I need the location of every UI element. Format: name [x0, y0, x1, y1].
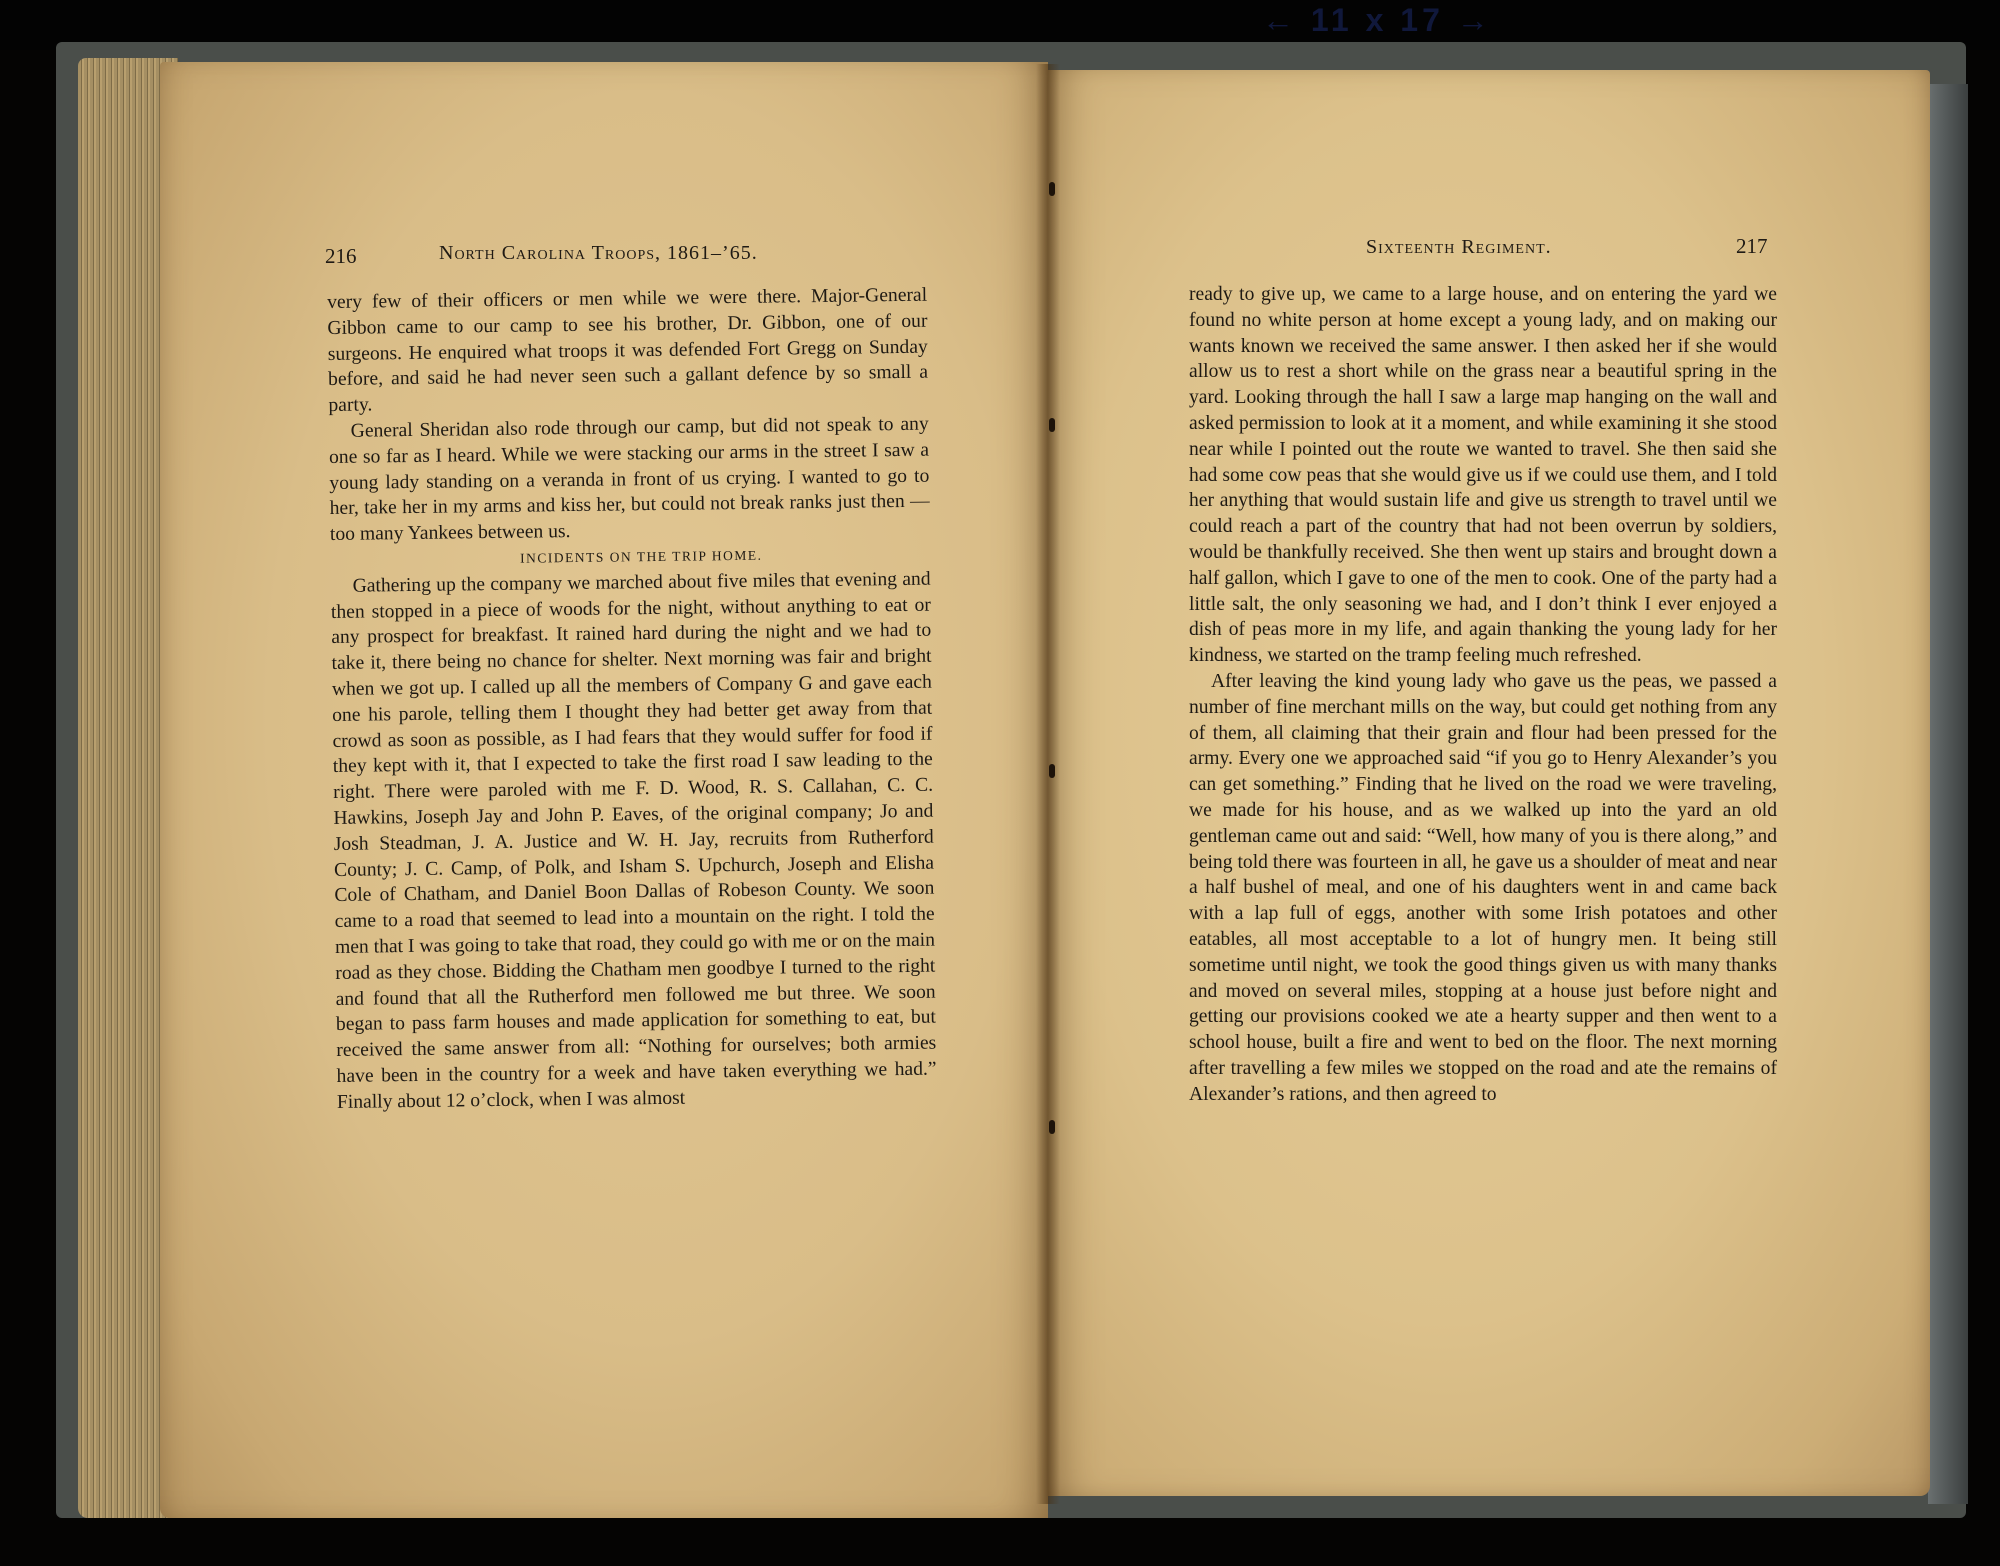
size-marker: ← 11 x 17 → [1262, 2, 1493, 36]
book-cover-edge [1928, 84, 1968, 1504]
right-page-number: 217 [1736, 234, 1768, 258]
left-page-number: 216 [325, 244, 357, 268]
left-running-title: North Carolina Troops, 1861–’65. [439, 242, 758, 264]
left-text-column [327, 283, 937, 1116]
right-running-title: Sixteenth Regiment. [1366, 236, 1552, 258]
binding-stitch [1049, 764, 1055, 778]
left-paragraph-1: very few of their officers or men while we were there. Major-General Gibbon came to our camp to see his brother, Dr. Gibbon, one of our surgeons. He enquired what troops it was defended Fort Gregg on Sunday before, and said he had never seen such a gallant defence by so small a party. [327, 284, 929, 417]
binding-stitch [1049, 418, 1055, 432]
right-text-column [1189, 282, 1777, 1108]
section-heading: INCIDENTS ON THE TRIP HOME. [520, 547, 763, 566]
binding-stitch [1049, 1120, 1055, 1134]
left-paragraph-3: Gathering up the company we marched about five miles that evening and then stopped in a piece of woods for the night, without anything to eat or any prospect for breakfast. It rained hard during the night and we had to take it, there being no chance for shelter. Next morning was fair and bright when we got up. I called up all the members of Company G and gave each one his parole, telling them I thought they had better get away from that crowd as soon as possible, as I had fears that they would suffer for food if they kept with it, that I expected to take the first road I saw leading to the right. There were paroled with me F. D. Wood, R. S. Callahan, C. C. Hawkins, Joseph Jay and John P. Eaves, of the original company; Jo and Josh Steadman, J. A. Justice and W. H. Jay, recruits from Rutherford County; J. C. Camp, of Polk, and Isham S. Upchurch, Joseph and Elisha Cole of Chatham, and Daniel Boon Dallas of Robeson County. We soon came to a road that seemed to lead into a mountain on the right. I told the men that I was going to take that road, they could go with me or on the main road as they chose. Bidding the Chatham men goodbye I turned to the right and found that all the Rutherford men followed me but three. We soon began to pass farm houses and made application for something to eat, but received the same answer from all: “Nothing for ourselves; both armies have been in the country for a week and have taken everything we had.” Finally about 12 o’clock, when I was almost [330, 568, 937, 1113]
right-paragraph-2: After leaving the kind young lady who gave us the peas, we passed a number of fine merchant mills on the way, but could get nothing from any of them, all claiming that their grain and flour had been pressed for the army. Every one we approached said “if you go to Henry Alexander’s you can get something.” Finding that he lived on the road we were traveling, we made for his house, and as we walked up into the yard an old gentleman came out and said: “Well, how many of you is there along,” and being told there was fourteen in all, he gave us a shoulder of meat and near a half bushel of meal, and one of his daughters went in and came back with a lap full of eggs, another with some Irish potatoes and other eatables, all most acceptable to a lot of hungry men. It being still sometime until night, we took the good things given us with many thanks and moved on several miles, stopping at a house just before night and getting our provisions cooked we ate a hearty supper and then went to a school house, built a fire and went to bed on the floor. The next morning after travelling a few miles we stopped on the road and ate the remains of Alexander’s rations, and then agreed to [1189, 670, 1777, 1105]
left-paragraph-2: General Sheridan also rode through our camp, but did not speak to any one so far as I heard. While we were stacking our arms in the street I saw a young lady standing on a veranda in front of us crying. I wanted to go to her, take her in my arms and kiss her, but could not break ranks just then —too many Yankees between us. [328, 413, 930, 546]
binding-stitch [1049, 182, 1055, 196]
gutter-shadow [1036, 64, 1060, 1504]
right-paragraph-1: ready to give up, we came to a large house, and on entering the yard we found no white person at home except a young lady, and on making our wants known we received the same answer. I then asked her if she would allow us to rest a short while on the grass near a beautiful spring in the yard. Looking through the hall I saw a large map hanging on the wall and asked permission to look at it a moment, and while examining it she stood near while I pointed out the route we wanted to travel. She then said she had some cow peas that she would give us if we could use them, and I told her anything that would sustain life and give us strength to travel until we could reach a part of the country that had not been overrun by soldiers, would be thankfully received. She then went up stairs and brought down a half gallon, which I gave to one of the men to cook. One of the party had a little salt, the only seasoning we had, and I don’t think I ever enjoyed a dish of peas more in my life, and again thanking the young lady for her kindness, we started on the tramp feeling much refreshed. [1189, 284, 1777, 667]
